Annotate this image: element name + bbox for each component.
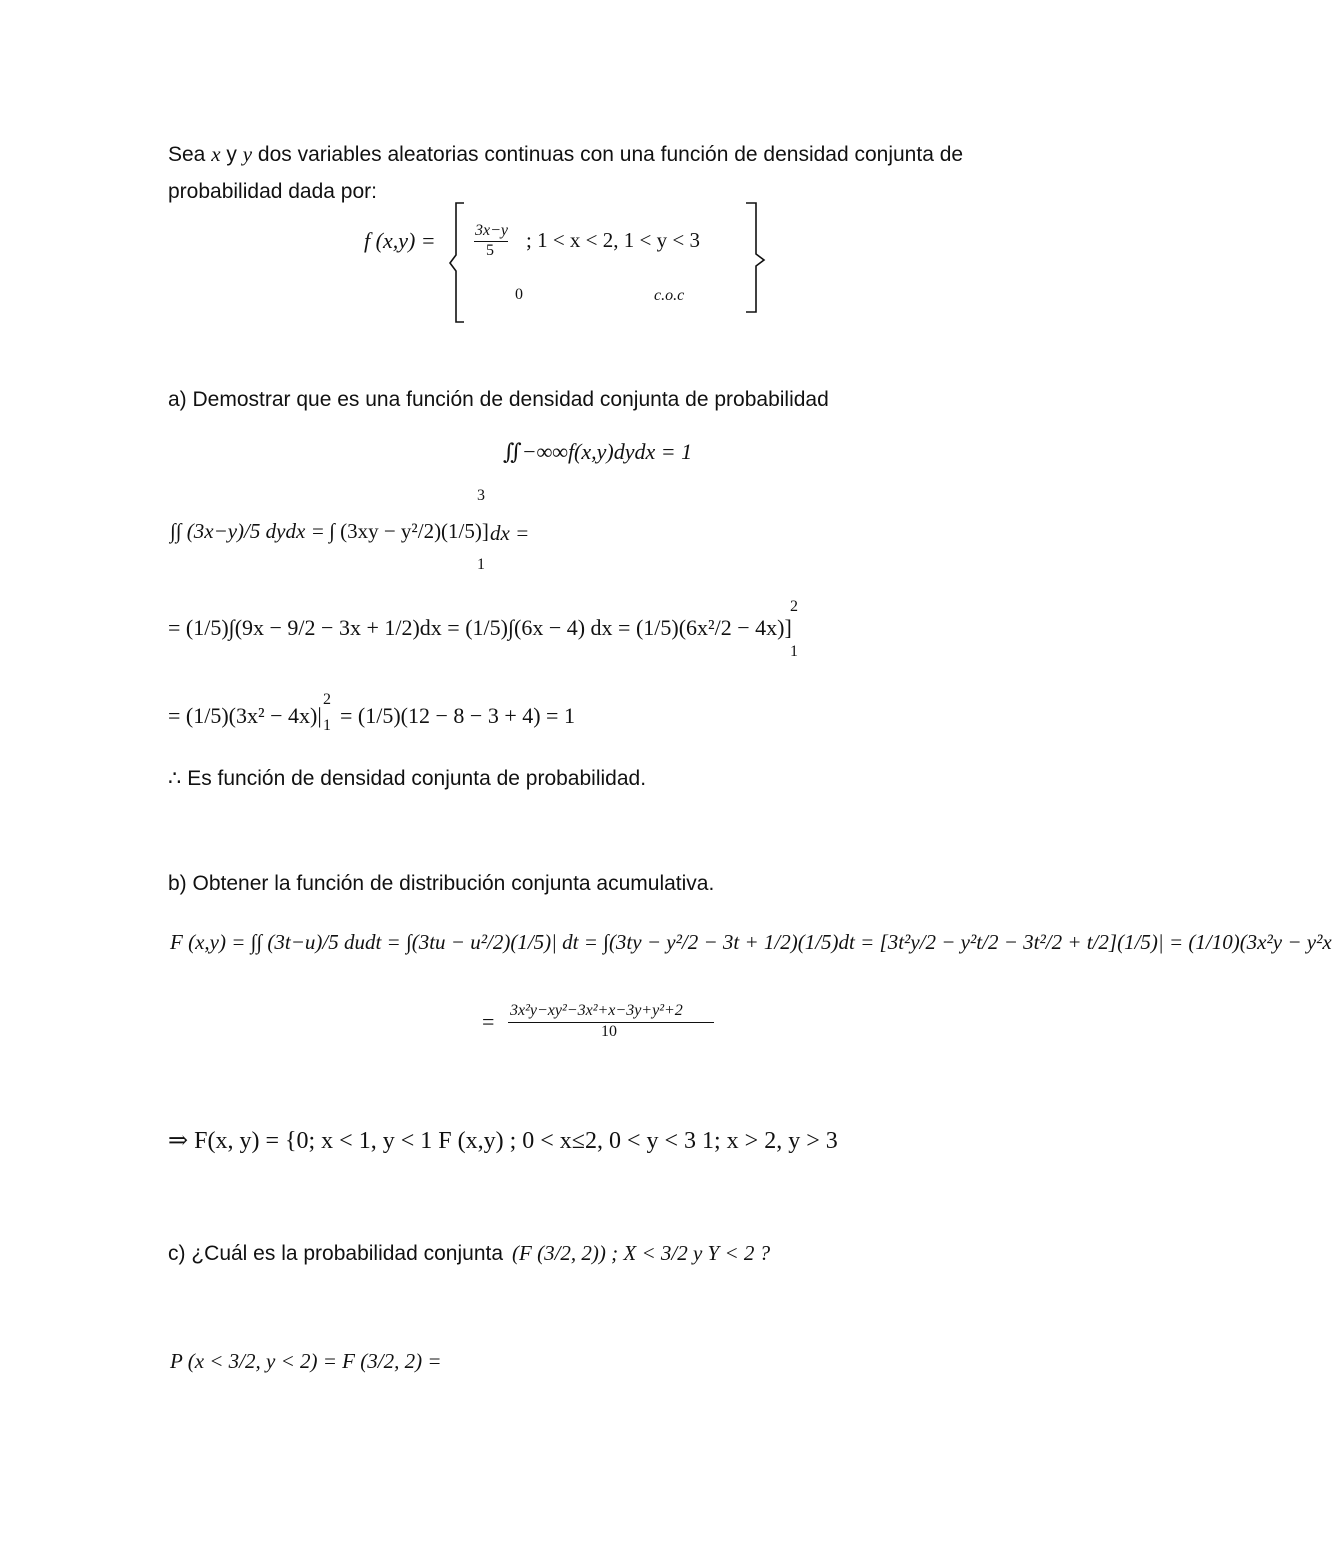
part-b-derivation: F (x,y) = ∫∫ (3t−u)/5 dudt = ∫(3tu − u²/2)(1/5)| dt = ∫(3ty − y²/2 − 3t + 1/2)(1/5)dt = [3t²y/2 − y²t/2 − 3t²/2 + t/2](1/5)| = (1/10)(3x²y − y²x xyxy=(170,930,1332,954)
part-b-result-numerator: 3x²y−xy²−3x²+x−3y+y²+2 xyxy=(510,1002,683,1019)
density-otherwise: c.o.c xyxy=(654,287,685,304)
part-a-step3-upper-limit: 2 xyxy=(323,691,331,708)
part-c-answer: P (x < 3/2, y < 2) = F (3/2, 2) = xyxy=(170,1349,442,1373)
part-a-step3-lower-limit: 1 xyxy=(323,717,331,734)
part-a-step2: = (1/5)∫(9x − 9/2 − 3x + 1/2)dx = (1/5)∫(6x − 4) dx = (1/5)(6x²/2 − 4x)] xyxy=(168,615,792,640)
part-a-heading: a) Demostrar que es una función de densidad conjunta de probabilidad xyxy=(168,388,829,411)
density-fraction-numerator: 3x−y xyxy=(475,222,508,239)
variable-y: y xyxy=(242,142,253,166)
density-fraction-denominator: 5 xyxy=(486,242,494,259)
part-b-heading: b) Obtener la función de distribución conjunta acumulativa. xyxy=(168,872,715,895)
part-a-step1-lower-limit: 1 xyxy=(477,556,485,573)
part-a-step2-lower-limit: 1 xyxy=(790,643,798,660)
part-a-step3-part1: = (1/5)(3x² − 4x)| xyxy=(168,703,322,728)
part-a-step3-part2: = (1/5)(12 − 8 − 3 + 4) = 1 xyxy=(340,703,575,728)
part-a-step1-left: ∫∫ (3x−y)/5 dydx xyxy=(170,519,306,543)
part-b-result-equals: = xyxy=(482,1009,495,1034)
part-a-step2-upper-limit: 2 xyxy=(790,598,798,615)
density-lhs: f (x,y) = xyxy=(364,228,436,253)
part-a-step1-upper-limit: 3 xyxy=(477,487,485,504)
part-a-conclusion: ∴ Es función de densidad conjunta de probabilidad. xyxy=(168,767,647,790)
part-b-result-denominator: 10 xyxy=(601,1023,617,1040)
intro-line-2: probabilidad dada por: xyxy=(168,180,377,203)
part-a-statement: ∬−∞∞f(x,y)dydx = 1 xyxy=(503,439,693,464)
variable-x: x xyxy=(211,142,221,166)
density-condition: ; 1 < x < 2, 1 < y < 3 xyxy=(526,228,700,252)
part-a-step1-middle: = ∫ (3xy − y²/2)(1/5)] xyxy=(312,519,489,543)
part-b-piecewise-cdf: ⇒ F(x, y) = {0; x < 1, y < 1 F (x,y) ; 0 < x≤2, 0 < y < 3 1; x > 2, y > 3 xyxy=(168,1128,838,1154)
density-zero: 0 xyxy=(515,286,523,303)
intro-rest: dos variables aleatorias continuas con una función de densidad conjunta de xyxy=(257,143,964,166)
part-c-question-math: (F (3/2, 2)) ; X < 3/2 y Y < 2 ? xyxy=(512,1241,771,1265)
part-a-step1-right: dx = xyxy=(490,521,530,545)
word-y: y xyxy=(226,143,237,166)
word-sea: Sea xyxy=(168,143,206,166)
left-brace-bracket xyxy=(448,200,468,326)
intro-line-1 xyxy=(168,143,963,166)
right-brace-bracket xyxy=(744,200,770,316)
part-c-question-text: c) ¿Cuál es la probabilidad conjunta xyxy=(168,1242,504,1265)
